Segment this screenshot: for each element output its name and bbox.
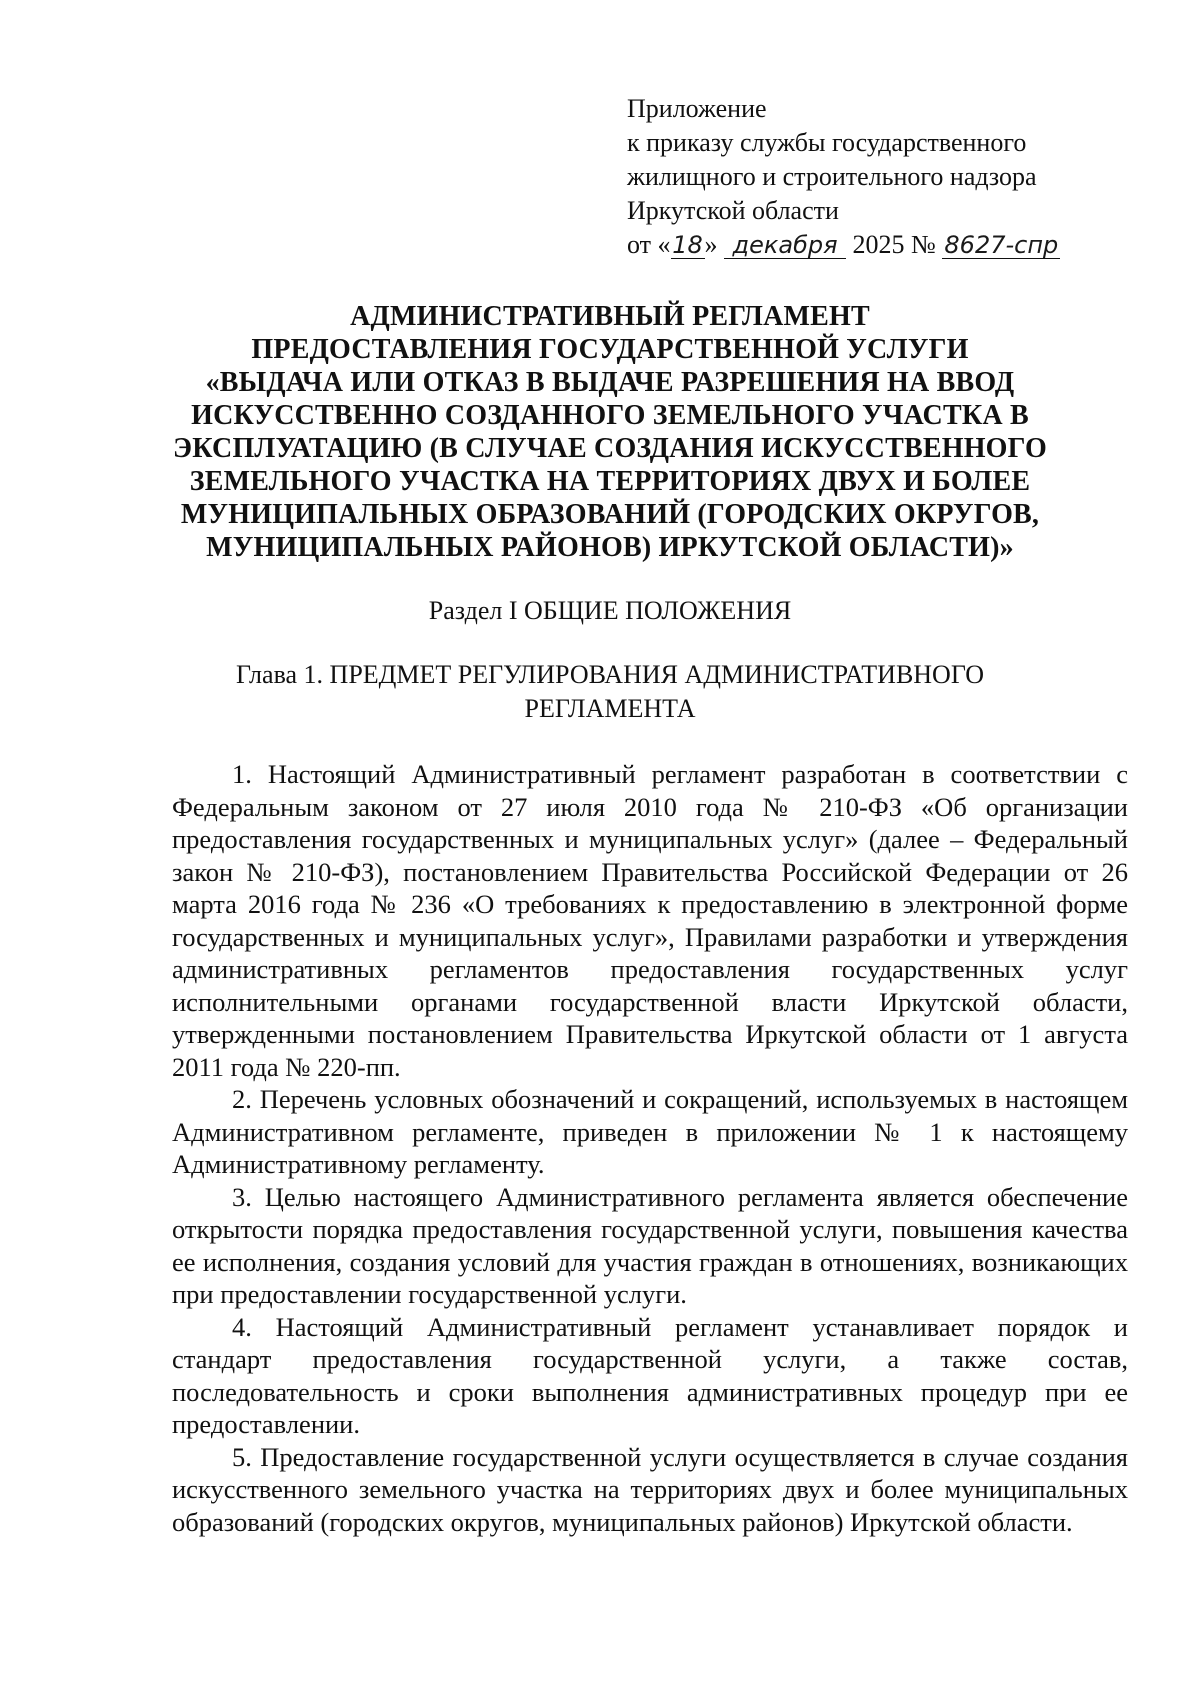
appendix-line-3: жилищного и строительного надзора xyxy=(627,162,1037,191)
appendix-header xyxy=(627,92,1147,262)
date-mid: » xyxy=(704,230,718,259)
title-line: МУНИЦИПАЛЬНЫХ РАЙОНОВ) ИРКУТСКОЙ ОБЛАСТИ)» xyxy=(206,532,1014,563)
paragraph-5: 5. Предоставление государственной услуги осуществляется в случае создания искусственного земельного участка на территориях двух и более муниципальных образований (городских округов, муниципальных районов) Иркутской области. xyxy=(172,1441,1128,1537)
title-line: ПРЕДОСТАВЛЕНИЯ ГОСУДАРСТВЕННОЙ УСЛУГИ xyxy=(251,334,969,365)
title-line: «ВЫДАЧА ИЛИ ОТКАЗ В ВЫДАЧЕ РАЗРЕШЕНИЯ НА ВВОД xyxy=(205,367,1015,398)
paragraph-4: 4. Настоящий Административный регламент устанавливает порядок и стандарт предоставления государственной услуги, а также состав, последовательность и сроки выполнения административных процедур при ее предоставлении. xyxy=(172,1311,1128,1439)
order-date-line xyxy=(627,228,1147,262)
appendix-line-4: Иркутской области xyxy=(627,196,839,225)
appendix-line-1: Приложение xyxy=(627,94,767,123)
year-and-number-label: 2025 № xyxy=(852,230,936,259)
date-prefix: от « xyxy=(627,230,671,259)
paragraph-3: 3. Целью настоящего Административного регламента является обеспечение открытости порядка предоставления государственной услуги, повышения качества ее исполнения, создания условий для участия граждан в отношениях, возникающих при предоставлении государственной услуги. xyxy=(172,1181,1128,1309)
paragraph-1: 1. Настоящий Административный регламент разработан в соответствии с Федеральным законом от 27 июля 2010 года № 210-ФЗ «Об организации предоставления государственных и муниципальных услуг» (далее – Федеральный закон № 210-ФЗ), постановлением Правительства Российской Федерации от 26 марта 2016 года № 236 «О требованиях к предоставлению в электронной форме государственных и муниципальных услуг», Правилами разработки и утверждения административных регламентов предоставления государственных услуг исполнительными органами государственной власти Иркутской области, утвержденными постановлением Правительства Иркутской области от 1 августа 2011 года № 220-пп. xyxy=(172,759,1128,1082)
document-body xyxy=(172,758,1128,1538)
title-line: АДМИНИСТРАТИВНЫЙ РЕГЛАМЕНТ xyxy=(350,301,870,332)
handwritten-month: декабря xyxy=(732,231,838,259)
title-line: ЗЕМЕЛЬНОГО УЧАСТКА НА ТЕРРИТОРИЯХ ДВУХ И БОЛЕЕ xyxy=(189,466,1031,497)
paragraph-2: 2. Перечень условных обозначений и сокращений, используемых в настоящем Административном регламенте, приведен в приложении № 1 к настоящему Административному регламенту. xyxy=(172,1084,1128,1179)
handwritten-order-number: 8627-спр xyxy=(944,231,1059,259)
handwritten-day: 18 xyxy=(672,231,703,259)
section-heading: Раздел I ОБЩИЕ ПОЛОЖЕНИЯ xyxy=(428,596,792,625)
appendix-line-2: к приказу службы государственного xyxy=(627,128,1027,157)
chapter-heading-line-1: Глава 1. ПРЕДМЕТ РЕГУЛИРОВАНИЯ АДМИНИСТРАТИВНОГО xyxy=(235,660,984,689)
title-line: МУНИЦИПАЛЬНЫХ ОБРАЗОВАНИЙ (ГОРОДСКИХ ОКРУГОВ, xyxy=(180,499,1040,530)
document-title xyxy=(130,300,1090,564)
chapter-heading xyxy=(130,658,1090,726)
title-line: ЭКСПЛУАТАЦИЮ (В СЛУЧАЕ СОЗДАНИЯ ИСКУССТВЕННОГО xyxy=(173,433,1047,464)
title-line: ИСКУССТВЕННО СОЗДАННОГО ЗЕМЕЛЬНОГО УЧАСТКА В xyxy=(191,400,1029,431)
chapter-heading-line-2: РЕГЛАМЕНТА xyxy=(524,694,696,723)
